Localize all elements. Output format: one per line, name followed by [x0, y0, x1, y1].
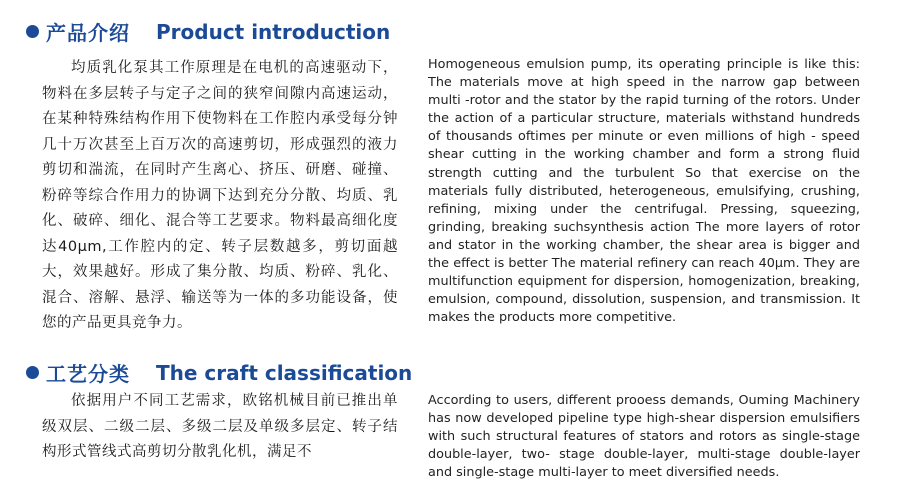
- product-title-en: Product introduction: [156, 19, 391, 44]
- bullet-icon: [26, 25, 39, 38]
- product-section-heading: [26, 17, 390, 46]
- craft-section-heading: [26, 358, 412, 387]
- craft-title-en: The craft classification: [156, 360, 413, 385]
- product-body-cn: 均质乳化泵其工作原理是在电机的高速驱动下，物料在多层转子与定子之间的狭窄间隙内高速运动，在某种特殊结构作用下使物料在工作腔内承受每分钟几十万次甚至上百万次的高速剪切，形成强烈的液力剪切和湍流，在同时产生离心、挤压、研磨、碰撞、粉碎等综合作用力的协调下达到充分分散、均质、乳化、破碎、细化、混合等工艺要求。物料最高细化度达40μm,工作腔内的定、转子层数越多，剪切面越大，效果越好。形成了集分散、均质、粉碎、乳化、混合、溶解、悬浮、输送等为一体的多功能设备，使您的产品更具竞争力。: [42, 60, 398, 331]
- craft-body-cn: 依据用户不同工艺需求，欧铭机械目前已推出单级双层、二级二层、多级二层及单级多层定、转子结构形式管线式高剪切分散乳化机，满足不: [42, 393, 398, 460]
- bullet-icon: [26, 366, 39, 379]
- craft-title-cn: 工艺分类: [46, 362, 130, 386]
- product-body-en: Homogeneous emulsion pump, its operating principle is like this: The materials move at high speed in the narrow gap between multi -rotor and the stator by the rapid turning of the rotors. Under the action of a particular structure, materials withstand hundreds of thousands oftimes per minute or even millions of high - speed shear cutting in the working chamber and form a strong fluid strength cutting and the turbulent So that exercise on the materials fully distributed, heterogeneous, emulsifying, crushing, refining, mixing under the centrifugal. Pressing, squeezing, grinding, breaking suchsynthesis action The more layers of rotor and stator in the working chamber, the shear area is bigger and the effect is better The material refinery can reach 40μm. They are multifunction equipment for dispersion, homogenization, breaking, emulsion, compound, dissolution, suspension, and transmission. It makes the products more competitive.: [428, 57, 860, 326]
- product-title-cn: 产品介绍: [46, 21, 130, 45]
- craft-body-en: According to users, different prooess demands, Ouming Machinery has now developed pipeline type high-shear dispersion emulsifiers with such structural features of stators and rotors as single-stage double-layer, two- stage double-layer, multi-stage double-layer and single-stage multi-layer to meet diversified needs.: [428, 393, 860, 481]
